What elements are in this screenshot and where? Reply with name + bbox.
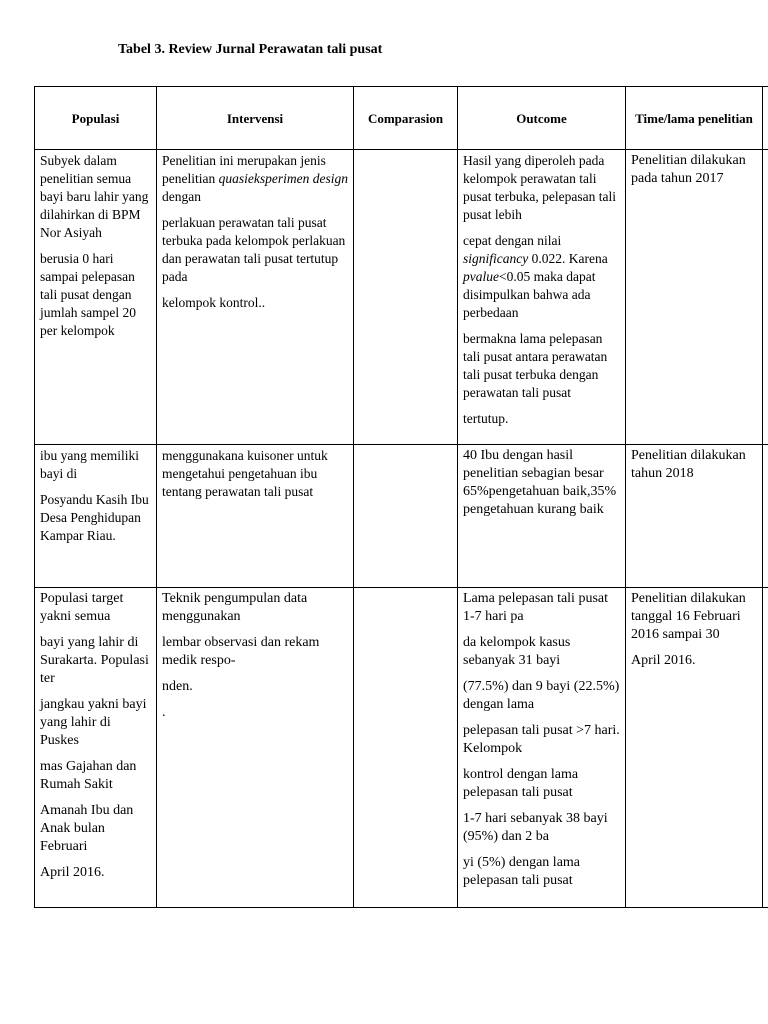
cell-outcome	[458, 588, 626, 908]
populasi-text: April 2016.	[40, 865, 105, 880]
header-comparasion: Comparasion	[354, 87, 458, 150]
populasi-text: mas Gajahan dan Rumah Sakit	[40, 759, 137, 792]
cell-time	[626, 445, 763, 588]
review-table	[34, 86, 768, 908]
populasi-text: ibu yang memiliki bayi di	[40, 448, 139, 481]
intervensi-text: menggunakana kuisoner untuk mengetahui pengetahuan ibu tentang perawatan tali pusat	[162, 448, 328, 499]
cell-extra	[763, 588, 768, 908]
outcome-text: cepat dengan nilai significancy 0.022. Karena pvalue<0.05 maka dapat disimpulkan bahwa ada perbedaan	[463, 233, 608, 320]
populasi-text: bayi yang lahir di Surakarta. Populasi ter	[40, 635, 149, 686]
outcome-text: 40 Ibu dengan hasil penelitian sebagian besar 65%pengetahuan baik,35% pengetahuan kurang baik	[463, 448, 617, 517]
intervensi-text: perlakuan perawatan tali pusat terbuka pada kelompok perlakuan dan perawatan tali pusat tertutup pada	[162, 215, 346, 284]
populasi-text: Amanah Ibu dan Anak bulan Februari	[40, 803, 134, 854]
intervensi-text: nden.	[162, 679, 193, 694]
table-title: Tabel 3. Review Jurnal Perawatan tali pusat	[118, 42, 383, 57]
cell-populasi	[35, 588, 157, 908]
outcome-text: da kelompok kasus sebanyak 31 bayi	[463, 635, 571, 668]
cell-populasi	[35, 445, 157, 588]
outcome-text: pelepasan tali pusat >7 hari. Kelompok	[463, 723, 620, 756]
header-row	[35, 87, 768, 150]
outcome-text: Hasil yang diperoleh pada kelompok perawatan tali pusat terbuka, pelepasan tali pusat lebih	[463, 153, 616, 222]
cell-intervensi	[157, 445, 354, 588]
outcome-text: tertutup.	[463, 411, 509, 426]
populasi-text: jangkau yakni bayi yang lahir di Puskes	[40, 697, 147, 748]
time-text: Penelitian dilakukan pada tahun 2017	[631, 153, 746, 186]
cell-time	[626, 588, 763, 908]
intervensi-text: .	[162, 705, 166, 720]
time-text: Penelitian dilakukan tahun 2018	[631, 448, 746, 481]
table-row	[35, 445, 768, 588]
header-extra	[763, 87, 768, 150]
header-intervensi: Intervensi	[157, 87, 354, 150]
cell-extra	[763, 150, 768, 445]
header-time: Time/lama penelitian	[626, 87, 763, 150]
populasi-text: Posyandu Kasih Ibu Desa Penghidupan Kampar Riau.	[40, 492, 149, 543]
header-outcome: Outcome	[458, 87, 626, 150]
populasi-text: Subyek dalam penelitian semua bayi baru lahir yang dilahirkan di BPM Nor Asiyah	[40, 153, 149, 240]
cell-comparasion	[354, 150, 458, 445]
cell-intervensi	[157, 588, 354, 908]
table-row	[35, 588, 768, 908]
header-populasi: Populasi	[35, 87, 157, 150]
time-text: April 2016.	[631, 653, 696, 668]
cell-extra	[763, 445, 768, 588]
outcome-text: kontrol dengan lama pelepasan tali pusat	[463, 767, 579, 800]
intervensi-text: Penelitian ini merupakan jenis penelitian quasieksperimen design dengan	[162, 153, 348, 204]
intervensi-text: lembar observasi dan rekam medik respo-	[162, 635, 320, 668]
intervensi-text: Teknik pengumpulan data menggunakan	[162, 591, 308, 624]
outcome-text: Lama pelepasan tali pusat 1-7 hari pa	[463, 591, 608, 624]
cell-outcome	[458, 445, 626, 588]
cell-populasi	[35, 150, 157, 445]
intervensi-text: kelompok kontrol..	[162, 295, 266, 310]
outcome-text: bermakna lama pelepasan tali pusat antara perawatan tali pusat terbuka dengan perawatan tali pusat	[463, 331, 608, 400]
cell-comparasion	[354, 588, 458, 908]
outcome-text: 1-7 hari sebanyak 38 bayi (95%) dan 2 ba	[463, 811, 608, 844]
cell-intervensi	[157, 150, 354, 445]
table-row	[35, 150, 768, 445]
cell-outcome	[458, 150, 626, 445]
cell-time	[626, 150, 763, 445]
outcome-text: yi (5%) dengan lama pelepasan tali pusat	[463, 855, 581, 888]
time-text: Penelitian dilakukan tanggal 16 Februari 2016 sampai 30	[631, 591, 746, 642]
populasi-text: berusia 0 hari sampai pelepasan tali pusat dengan jumlah sampel 20 per kelompok	[40, 251, 136, 338]
cell-comparasion	[354, 445, 458, 588]
outcome-text: (77.5%) dan 9 bayi (22.5%) dengan lama	[463, 679, 620, 712]
populasi-text: Populasi target yakni semua	[40, 591, 124, 624]
